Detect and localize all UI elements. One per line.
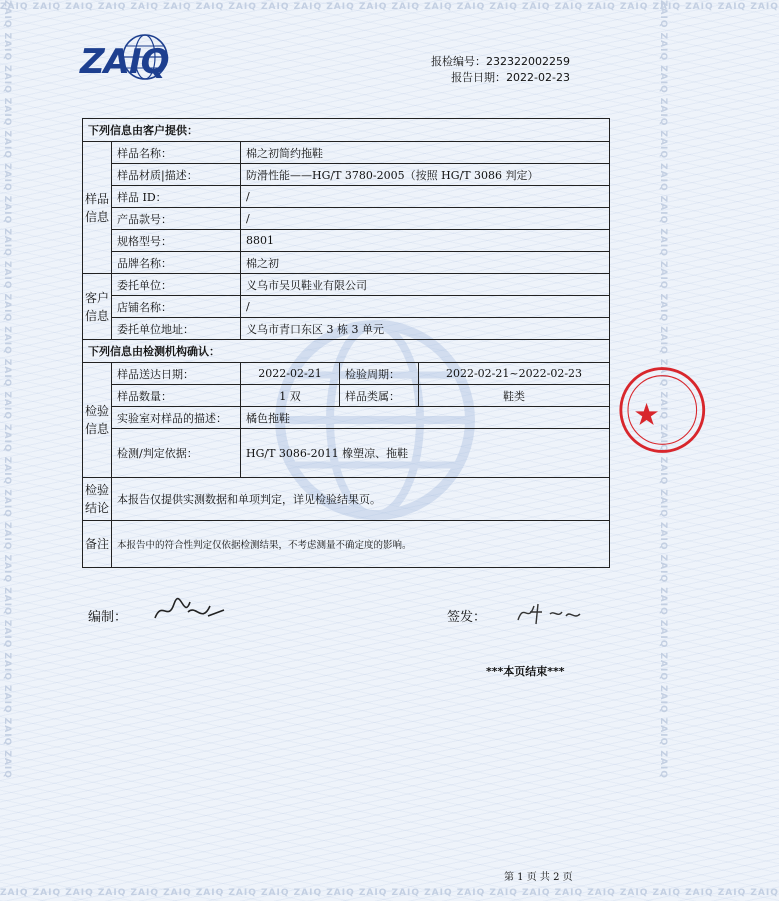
test-basis-label: 检测/判定依据：: [112, 429, 241, 478]
sample-qty-value: 1 双: [241, 385, 340, 407]
brand-name-label: 品牌名称：: [112, 252, 241, 274]
logo-wordmark: ZAIQ: [80, 42, 169, 82]
remark-label: 备注: [83, 521, 112, 568]
spec-model-value: 8801: [241, 230, 610, 252]
report-number-label: 报检编号：: [431, 55, 487, 68]
lab-desc-value: 橘色拖鞋: [241, 407, 610, 429]
approved-signature: [514, 598, 584, 628]
received-date-label: 样品送达日期：: [112, 363, 241, 385]
report-date-label: 报告日期：: [451, 71, 507, 84]
report-number: 232322002259: [486, 55, 570, 68]
prepared-by-label: 编制：: [88, 610, 128, 625]
client-address-label: 委托单位地址：: [112, 318, 241, 340]
product-style-value: /: [241, 208, 610, 230]
company-logo: [80, 36, 198, 82]
test-basis-value: HG/T 3086-2011 橡塑凉、拖鞋: [241, 429, 610, 478]
sample-category-label: 样品类属：: [340, 385, 419, 407]
lab-desc-label: 实验室对样品的描述：: [112, 407, 241, 429]
client-unit-value: 义乌市吴贝鞋业有限公司: [241, 274, 610, 296]
conclusion-text: 本报告仅提供实测数据和单项判定，详见检验结果页。: [112, 478, 610, 521]
sample-name-value: 棉之初简约拖鞋: [241, 142, 610, 164]
border-watermark-left: ZAIQ ZAIQ ZAIQ ZAIQ ZAIQ ZAIQ ZAIQ ZAIQ ZAIQ ZAIQ ZAIQ ZAIQ ZAIQ ZAIQ ZAIQ ZAIQ ZAIQ ZAIQ ZAIQ ZAIQ ZAIQ ZAIQ ZAIQ ZAIQ: [2, 0, 12, 779]
client-unit-label: 委托单位：: [112, 274, 241, 296]
conclusion-label: 检验结论: [83, 478, 112, 521]
received-date-value: 2022-02-21: [241, 363, 340, 385]
product-style-label: 产品款号：: [112, 208, 241, 230]
client-address-value: 义乌市青口东区 3 栋 3 单元: [241, 318, 610, 340]
official-seal: [618, 340, 668, 480]
brand-name-value: 棉之初: [241, 252, 610, 274]
inspection-period-label: 检验周期：: [340, 363, 419, 385]
sample-material-label: 样品材质|描述：: [112, 164, 241, 186]
sample-id-value: /: [241, 186, 610, 208]
sample-category-value: 鞋类: [419, 385, 610, 407]
client-info-group: 客户信息: [83, 274, 112, 340]
report-date: 2022-02-23: [506, 71, 570, 84]
page-end-mark: ***本页结束***: [486, 665, 565, 678]
client-section-heading: 下列信息由客户提供：: [83, 119, 610, 142]
inspection-info-group: 检验信息: [83, 363, 112, 478]
remark-text: 本报告中的符合性判定仅依据检测结果，不考虑测量不确定度的影响。: [112, 521, 610, 568]
border-watermark-bottom: ZAIQ ZAIQ ZAIQ ZAIQ ZAIQ ZAIQ ZAIQ ZAIQ ZAIQ ZAIQ ZAIQ ZAIQ ZAIQ ZAIQ ZAIQ ZAIQ ZAIQ ZAIQ ZAIQ ZAIQ ZAIQ ZAIQ ZAIQ ZAIQ: [0, 888, 779, 898]
sample-material-value: 防滑性能——HG/T 3780-2005（按照 HG/T 3086 判定）: [241, 164, 610, 186]
page-number: 第 1 页 共 2 页: [504, 872, 573, 883]
sample-qty-label: 样品数量：: [112, 385, 241, 407]
report-meta: [400, 54, 570, 86]
sample-id-label: 样品 ID：: [112, 186, 241, 208]
sample-name-label: 样品名称：: [112, 142, 241, 164]
lab-section-heading: 下列信息由检测机构确认：: [83, 340, 610, 363]
sample-info-group: 样品信息: [83, 142, 112, 274]
inspection-period-value: 2022-02-21~2022-02-23: [419, 363, 610, 385]
prepared-signature: [150, 594, 230, 628]
shop-name-value: /: [241, 296, 610, 318]
shop-name-label: 店铺名称：: [112, 296, 241, 318]
report-table: [82, 118, 610, 568]
spec-model-label: 规格型号：: [112, 230, 241, 252]
border-watermark-top: ZAIQ ZAIQ ZAIQ ZAIQ ZAIQ ZAIQ ZAIQ ZAIQ ZAIQ ZAIQ ZAIQ ZAIQ ZAIQ ZAIQ ZAIQ ZAIQ ZAIQ ZAIQ ZAIQ ZAIQ ZAIQ ZAIQ ZAIQ ZAIQ: [0, 2, 779, 12]
border-watermark-right: ZAIQ ZAIQ ZAIQ ZAIQ ZAIQ ZAIQ ZAIQ ZAIQ ZAIQ ZAIQ ZAIQ ZAIQ ZAIQ ZAIQ ZAIQ ZAIQ ZAIQ ZAIQ ZAIQ ZAIQ ZAIQ ZAIQ ZAIQ ZAIQ: [658, 0, 668, 779]
approved-by-label: 签发：: [447, 610, 487, 625]
